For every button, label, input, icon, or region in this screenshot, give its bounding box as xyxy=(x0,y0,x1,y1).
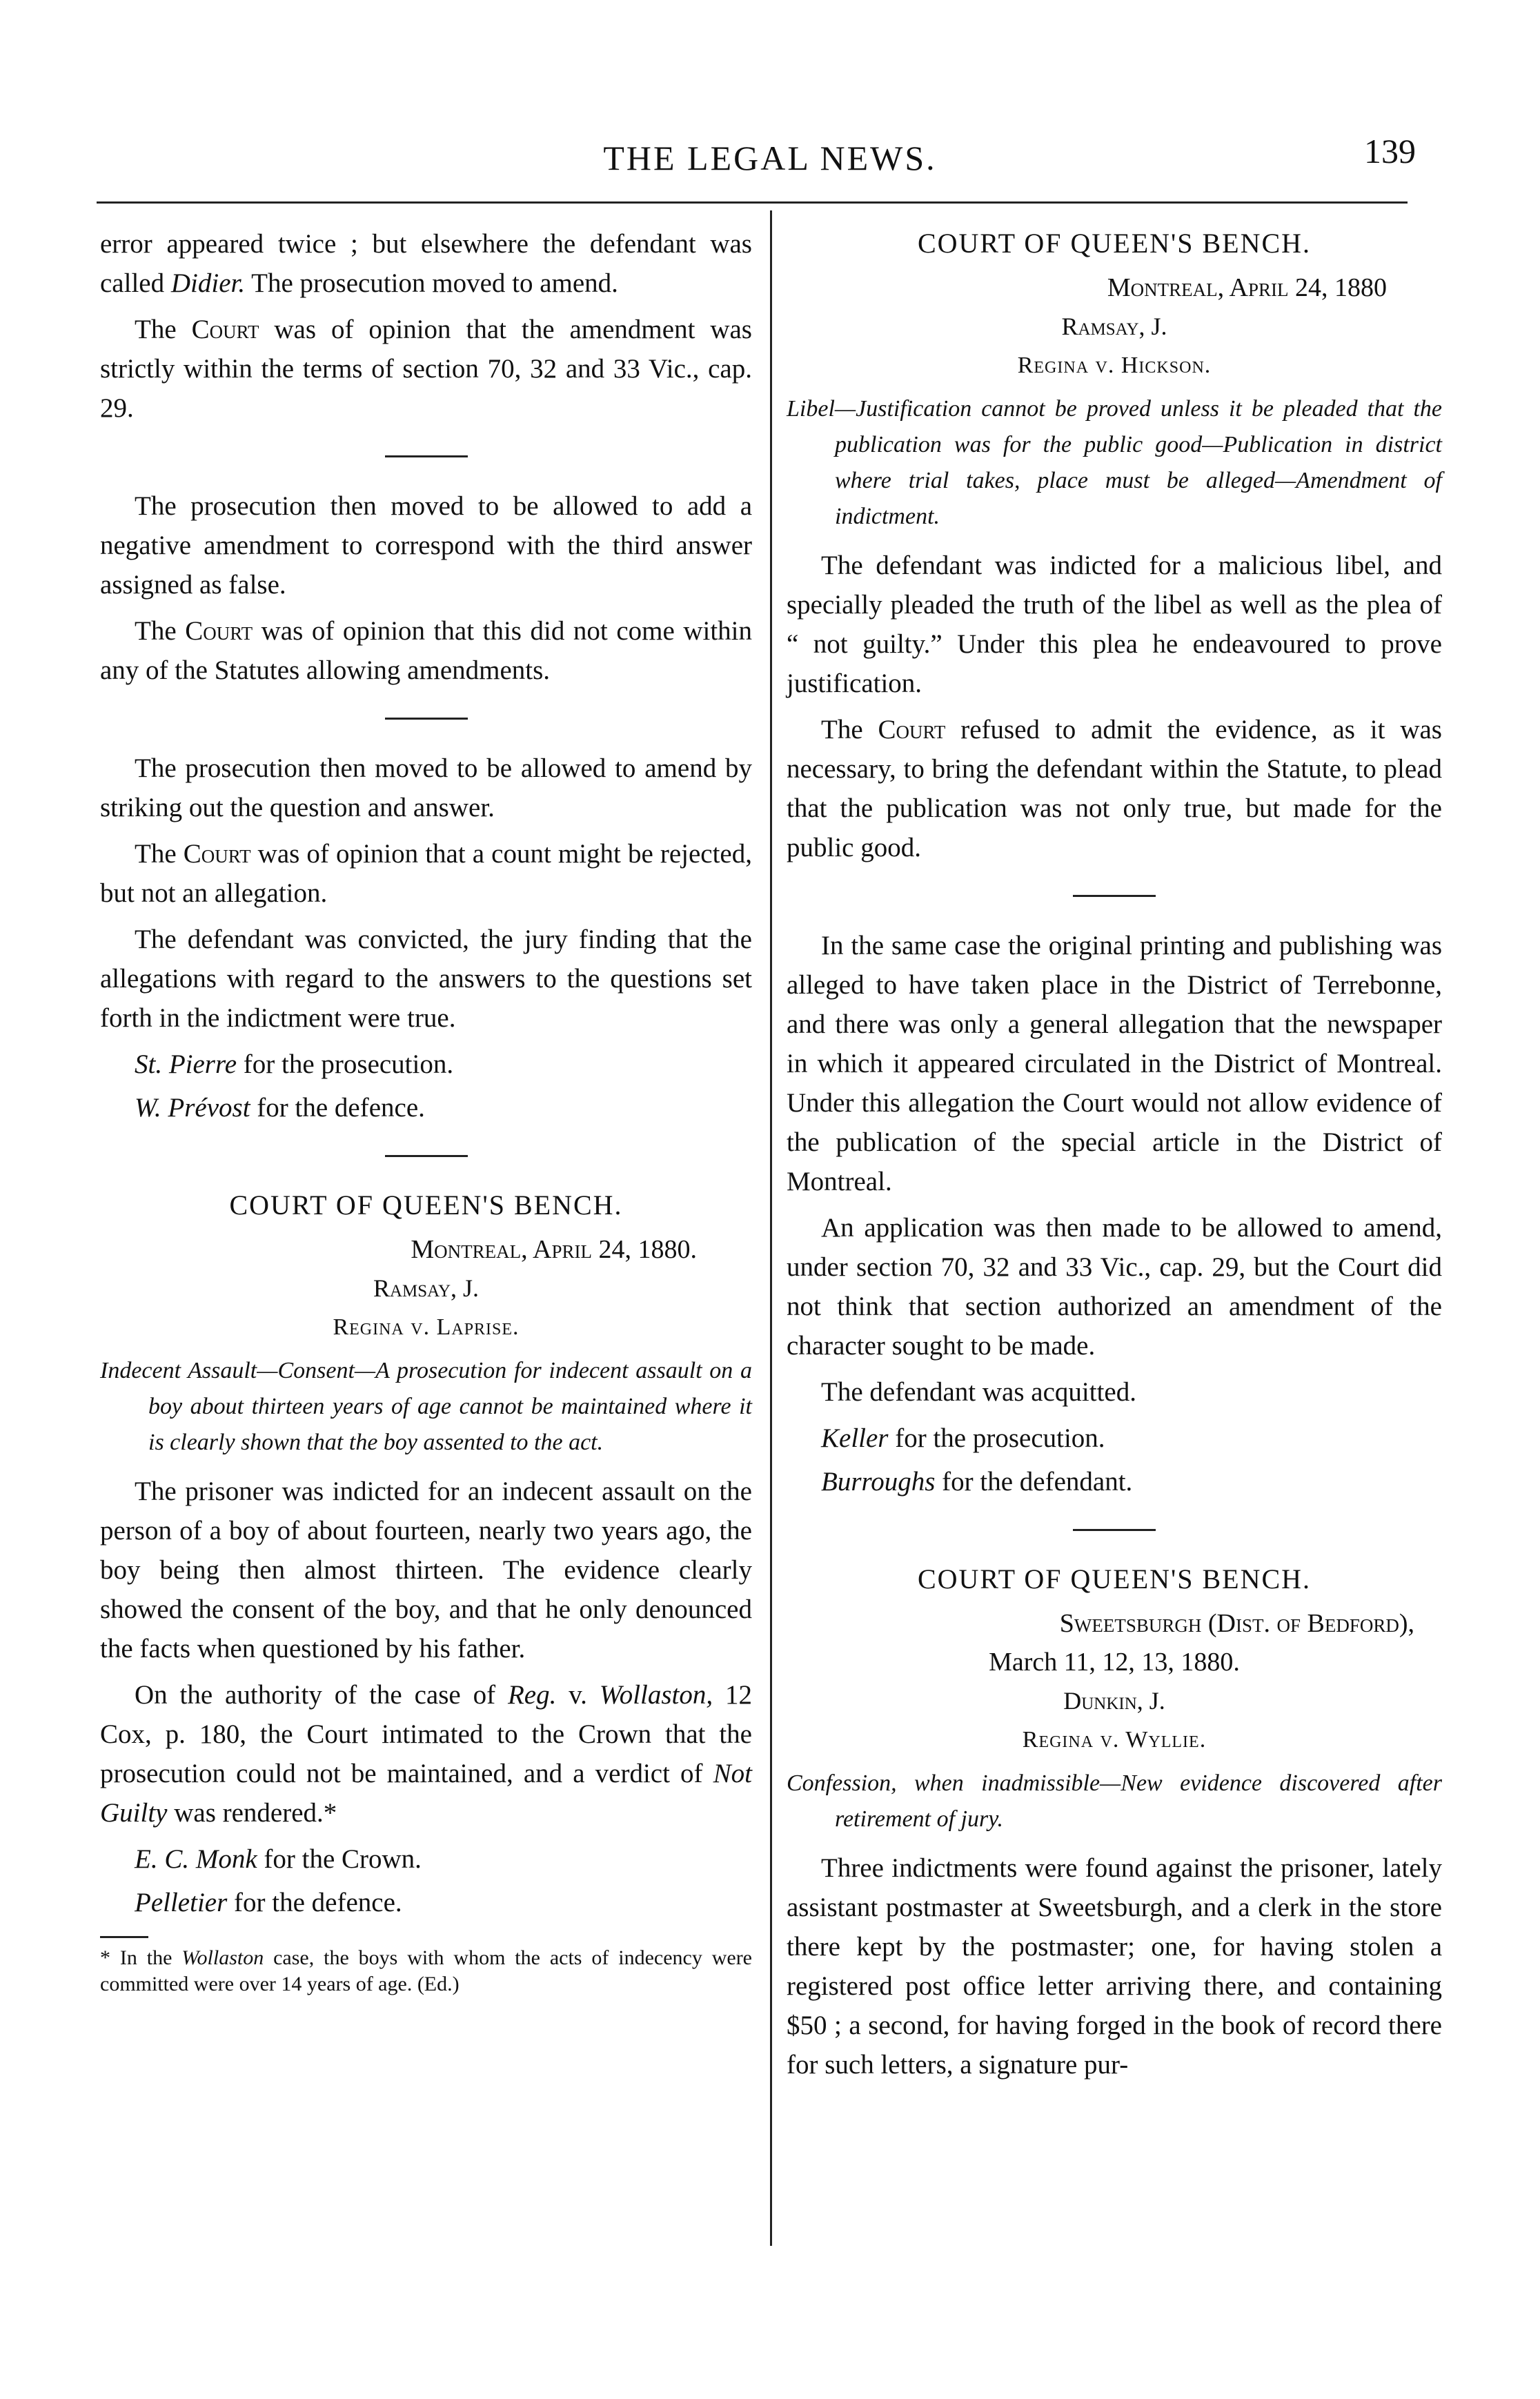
section-separator xyxy=(385,718,468,720)
paragraph: The defendant was indicted for a malicious libel, and specially pleaded the truth of the libel as well as the plea of “ not guilty.” Under this plea he endeavoured to prove justification. xyxy=(787,551,1442,698)
case-headnote: Indecent Assault—Consent—A prosecution for indecent assault on a boy about thirteen years of age cannot be maintained where it is clearly shown that the boy assented to the act. xyxy=(100,1358,752,1455)
running-title: THE LEGAL NEWS. xyxy=(603,139,937,177)
case-headnote: Confession, when inadmissible—New evidence discovered after retirement of jury. xyxy=(787,1770,1442,1832)
case-title: Regina v. Wyllie. xyxy=(1022,1727,1207,1753)
footnote: * In the Wollaston case, the boys with whom the acts of indecency were committed were over 14 years of age. (Ed.) xyxy=(100,1946,752,1995)
footnote-rule xyxy=(100,1936,148,1938)
section-separator xyxy=(385,1155,468,1157)
counsel-line: St. Pierre for the prosecution. xyxy=(135,1049,454,1079)
court-heading: COURT OF QUEEN'S BENCH. xyxy=(229,1189,623,1221)
paragraph: The Court refused to admit the evidence, as it was necessary, to bring the defendant within the Statute, to plead that the publication was not only true, but made for the public good. xyxy=(787,715,1442,862)
paragraph: The defendant was convicted, the jury finding that the allegations with regard to the answers to the questions set forth in the indictment were true. xyxy=(100,925,752,1033)
case-judge: Ramsay, J. xyxy=(1061,313,1167,340)
header-rule xyxy=(97,201,1408,204)
paragraph: error appeared twice ; but elsewhere the defendant was called Didier. The prosecution moved to amend. xyxy=(100,229,752,298)
counsel-line: Keller for the prosecution. xyxy=(821,1423,1105,1453)
case-title: Regina v. Hickson. xyxy=(1017,353,1212,378)
case-place-date: Montreal, April 24, 1880. xyxy=(411,1235,697,1264)
right-column xyxy=(787,224,1442,2091)
left-column xyxy=(100,224,752,1997)
counsel-line: E. C. Monk for the Crown. xyxy=(135,1844,422,1874)
case-headnote: Libel—Justification cannot be proved unless it be pleaded that the publication was for the public good—Publication in district where trial takes, place must be alleged—Amendment of indictment. xyxy=(787,396,1442,529)
paragraph: The Court was of opinion that this did not come within any of the Statutes allowing amendments. xyxy=(100,616,752,685)
counsel-line: Burroughs for the defendant. xyxy=(821,1467,1133,1497)
paragraph: Three indictments were found against the prisoner, lately assistant postmaster at Sweetsburgh, and a clerk in the store there kept by the postmaster; one, for having stolen a registered post office letter arriving there, and containing $50 ; a second, for having forged in the book of record there for such letters, a signature pur- xyxy=(787,1853,1442,2080)
page-header xyxy=(0,131,1540,186)
page-number: 139 xyxy=(1364,132,1416,170)
column-divider xyxy=(770,210,772,2246)
paragraph: The prosecution then moved to be allowed to add a negative amendment to correspond with the third answer assigned as false. xyxy=(100,491,752,600)
paragraph: The Court was of opinion that a count might be rejected, but not an allegation. xyxy=(100,839,752,908)
section-separator xyxy=(385,455,468,457)
case-place: Sweetsburgh (Dist. of Bedford), xyxy=(1059,1609,1414,1638)
case-title: Regina v. Laprise. xyxy=(333,1314,520,1340)
paragraph: In the same case the original printing and publishing was alleged to have taken place in the District of Terrebonne, and there was only a general allegation that the newspaper in which it appeared circulated in the District of Montreal. Under this allegation the Court would not allow evidence of the publication of the special article in the District of Montreal. xyxy=(787,931,1442,1196)
court-heading: COURT OF QUEEN'S BENCH. xyxy=(917,228,1312,259)
paragraph: The prosecution then moved to be allowed to amend by striking out the question and answer. xyxy=(100,753,752,822)
paragraph: The prisoner was indicted for an indecent assault on the person of a boy of about fourteen, nearly two years ago, the boy being then almost thirteen. The evidence clearly showed the consent of the boy, and that he only denounced the facts when questioned by his father. xyxy=(100,1477,752,1663)
paragraph: The Court was of opinion that the amendment was strictly within the terms of section 70, 32 and 33 Vic., cap. 29. xyxy=(100,315,752,423)
counsel-line: Pelletier for the defence. xyxy=(135,1888,402,1917)
court-heading: COURT OF QUEEN'S BENCH. xyxy=(917,1563,1312,1595)
case-dates: March 11, 12, 13, 1880. xyxy=(989,1648,1240,1677)
paragraph: The defendant was acquitted. xyxy=(821,1377,1136,1407)
section-separator xyxy=(1073,895,1156,897)
section-separator xyxy=(1073,1529,1156,1531)
counsel-line: W. Prévost for the defence. xyxy=(135,1093,425,1123)
case-judge: Ramsay, J. xyxy=(373,1274,480,1302)
case-place-date: Montreal, April 24, 1880 xyxy=(1107,273,1387,302)
case-judge: Dunkin, J. xyxy=(1063,1687,1165,1715)
paragraph: On the authority of the case of Reg. v. Wollaston, 12 Cox, p. 180, the Court intimated to the Crown that the prosecution could not be maintained, and a verdict of Not Guilty was rendered.* xyxy=(100,1680,753,1828)
paragraph: An application was then made to be allowed to amend, under section 70, 32 and 33 Vic., cap. 29, but the Court did not think that section authorized an amendment of the character sought to be made. xyxy=(787,1213,1442,1361)
